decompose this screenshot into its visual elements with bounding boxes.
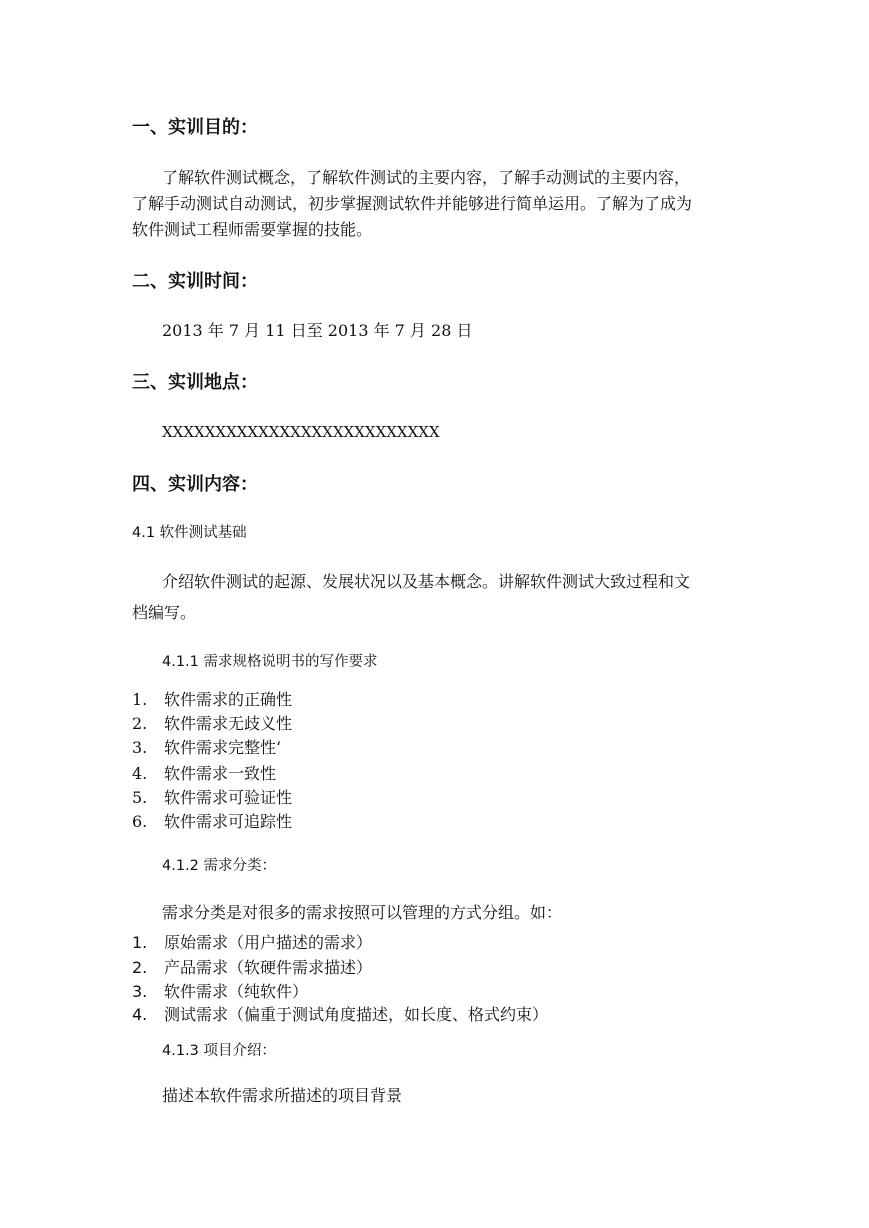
list-number: 1. — [132, 690, 148, 709]
purpose-line-2: 了解手动测试自动测试，初步掌握测试软件并能够进行简单运用。了解为了成为 — [132, 194, 693, 213]
time-text: 2013 年 7 月 11 日至 2013 年 7 月 28 日 — [162, 321, 473, 340]
list-item — [132, 1007, 548, 1023]
classification-text: 需求分类是对很多的需求按照可以管理的方式分组。如： — [162, 903, 563, 922]
list-item — [132, 766, 276, 782]
list-text: 软件需求一致性 — [164, 764, 277, 783]
list-item — [132, 935, 372, 951]
list-text: 软件需求（纯软件） — [164, 982, 309, 1001]
list-item — [132, 692, 292, 708]
project-text: 描述本软件需求所描述的项目背景 — [162, 1086, 403, 1105]
purpose-line-1: 了解软件测试概念，了解软件测试的主要内容，了解手动测试的主要内容， — [162, 168, 691, 187]
list-item — [132, 960, 372, 976]
heading-time: 二、实训时间： — [132, 271, 258, 292]
intro-line-2: 档编写。 — [132, 603, 197, 622]
subheading-4-1: 4.1 软件测试基础 — [132, 525, 247, 541]
list-item — [132, 984, 308, 1000]
heading-content: 四、实训内容： — [132, 474, 258, 495]
list-text: 软件需求可验证性 — [164, 788, 293, 807]
list-number: 1. — [132, 933, 148, 952]
purpose-line-3: 软件测试工程师需要掌握的技能。 — [132, 220, 373, 239]
subheading-4-1-1: 4.1.1 需求规格说明书的写作要求 — [162, 654, 378, 670]
list-text: 测试需求（偏重于测试角度描述，如长度、格式约束） — [164, 1005, 549, 1024]
list-text: 软件需求可追踪性 — [164, 812, 293, 831]
list-number: 6. — [132, 812, 148, 831]
list-text: 原始需求（用户描述的需求） — [164, 933, 373, 952]
list-number: 4. — [132, 764, 148, 783]
location-text: XXXXXXXXXXXXXXXXXXXXXXXXXX — [162, 423, 440, 441]
list-item — [132, 790, 292, 806]
heading-purpose: 一、实训目的： — [132, 117, 258, 138]
list-text: 软件需求的正确性 — [164, 690, 293, 709]
intro-line-1: 介绍软件测试的起源、发展状况以及基本概念。讲解软件测试大致过程和文 — [162, 572, 691, 591]
list-number: 2. — [132, 958, 148, 977]
list-item — [132, 740, 281, 756]
list-number: 3. — [132, 738, 148, 757]
subheading-4-1-3: 4.1.3 项目介绍： — [162, 1043, 277, 1059]
list-item — [132, 814, 292, 830]
list-number: 5. — [132, 788, 148, 807]
list-text: 产品需求（软硬件需求描述） — [164, 958, 373, 977]
list-number: 4. — [132, 1005, 148, 1024]
heading-location: 三、实训地点： — [132, 372, 258, 393]
list-item — [132, 716, 292, 732]
list-text: 软件需求无歧义性 — [164, 714, 293, 733]
list-number: 3. — [132, 982, 148, 1001]
subheading-4-1-2: 4.1.2 需求分类： — [162, 858, 277, 874]
list-number: 2. — [132, 714, 148, 733]
list-text: 软件需求完整性‘ — [164, 738, 282, 757]
